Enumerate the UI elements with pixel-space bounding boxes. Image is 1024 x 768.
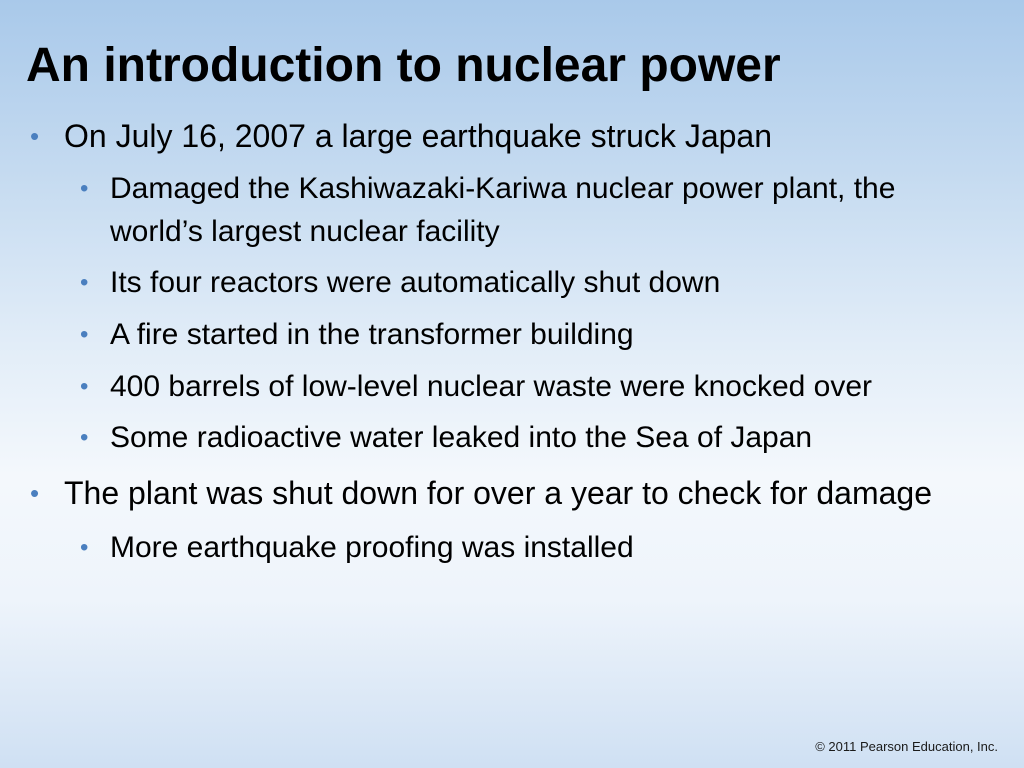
bullet-level2	[0, 365, 1024, 408]
bullet-dot-icon: •	[30, 121, 40, 151]
bullet-dot-icon: •	[80, 534, 89, 561]
bullet-dot-icon: •	[80, 321, 89, 348]
bullet-text: 400 barrels of low-level nuclear waste were knocked over	[110, 370, 873, 403]
bullet-dot-icon: •	[80, 175, 89, 202]
bullet-level1	[0, 113, 1024, 159]
slide-content	[0, 113, 1024, 570]
bullet-text: Some radioactive water leaked into the Sea of Japan	[110, 421, 813, 454]
bullet-dot-icon: •	[80, 269, 89, 296]
bullet-dot-icon: •	[30, 478, 40, 508]
bullet-level2	[0, 526, 1024, 570]
bullet-level1	[0, 470, 1024, 516]
bullet-level2	[0, 261, 1024, 305]
bullet-dot-icon: •	[80, 424, 89, 451]
bullet-text: More earthquake proofing was installed	[110, 531, 634, 564]
copyright-notice: © 2011 Pearson Education, Inc.	[815, 739, 998, 754]
bullet-text: Damaged the Kashiwazaki-Kariwa nuclear power plant, the world’s largest nuclear facility	[110, 172, 896, 248]
bullet-text: The plant was shut down for over a year to check for damage	[64, 475, 933, 511]
slide-title: An introduction to nuclear power	[26, 39, 781, 92]
bullet-level2	[0, 167, 1024, 253]
bullet-text: Its four reactors were automatically shut down	[110, 266, 721, 299]
bullet-text: On July 16, 2007 a large earthquake struck Japan	[64, 118, 772, 154]
bullet-level2	[0, 416, 1024, 460]
bullet-dot-icon: •	[80, 373, 89, 400]
bullet-level2	[0, 313, 1024, 357]
bullet-text: A fire started in the transformer building	[110, 318, 634, 351]
